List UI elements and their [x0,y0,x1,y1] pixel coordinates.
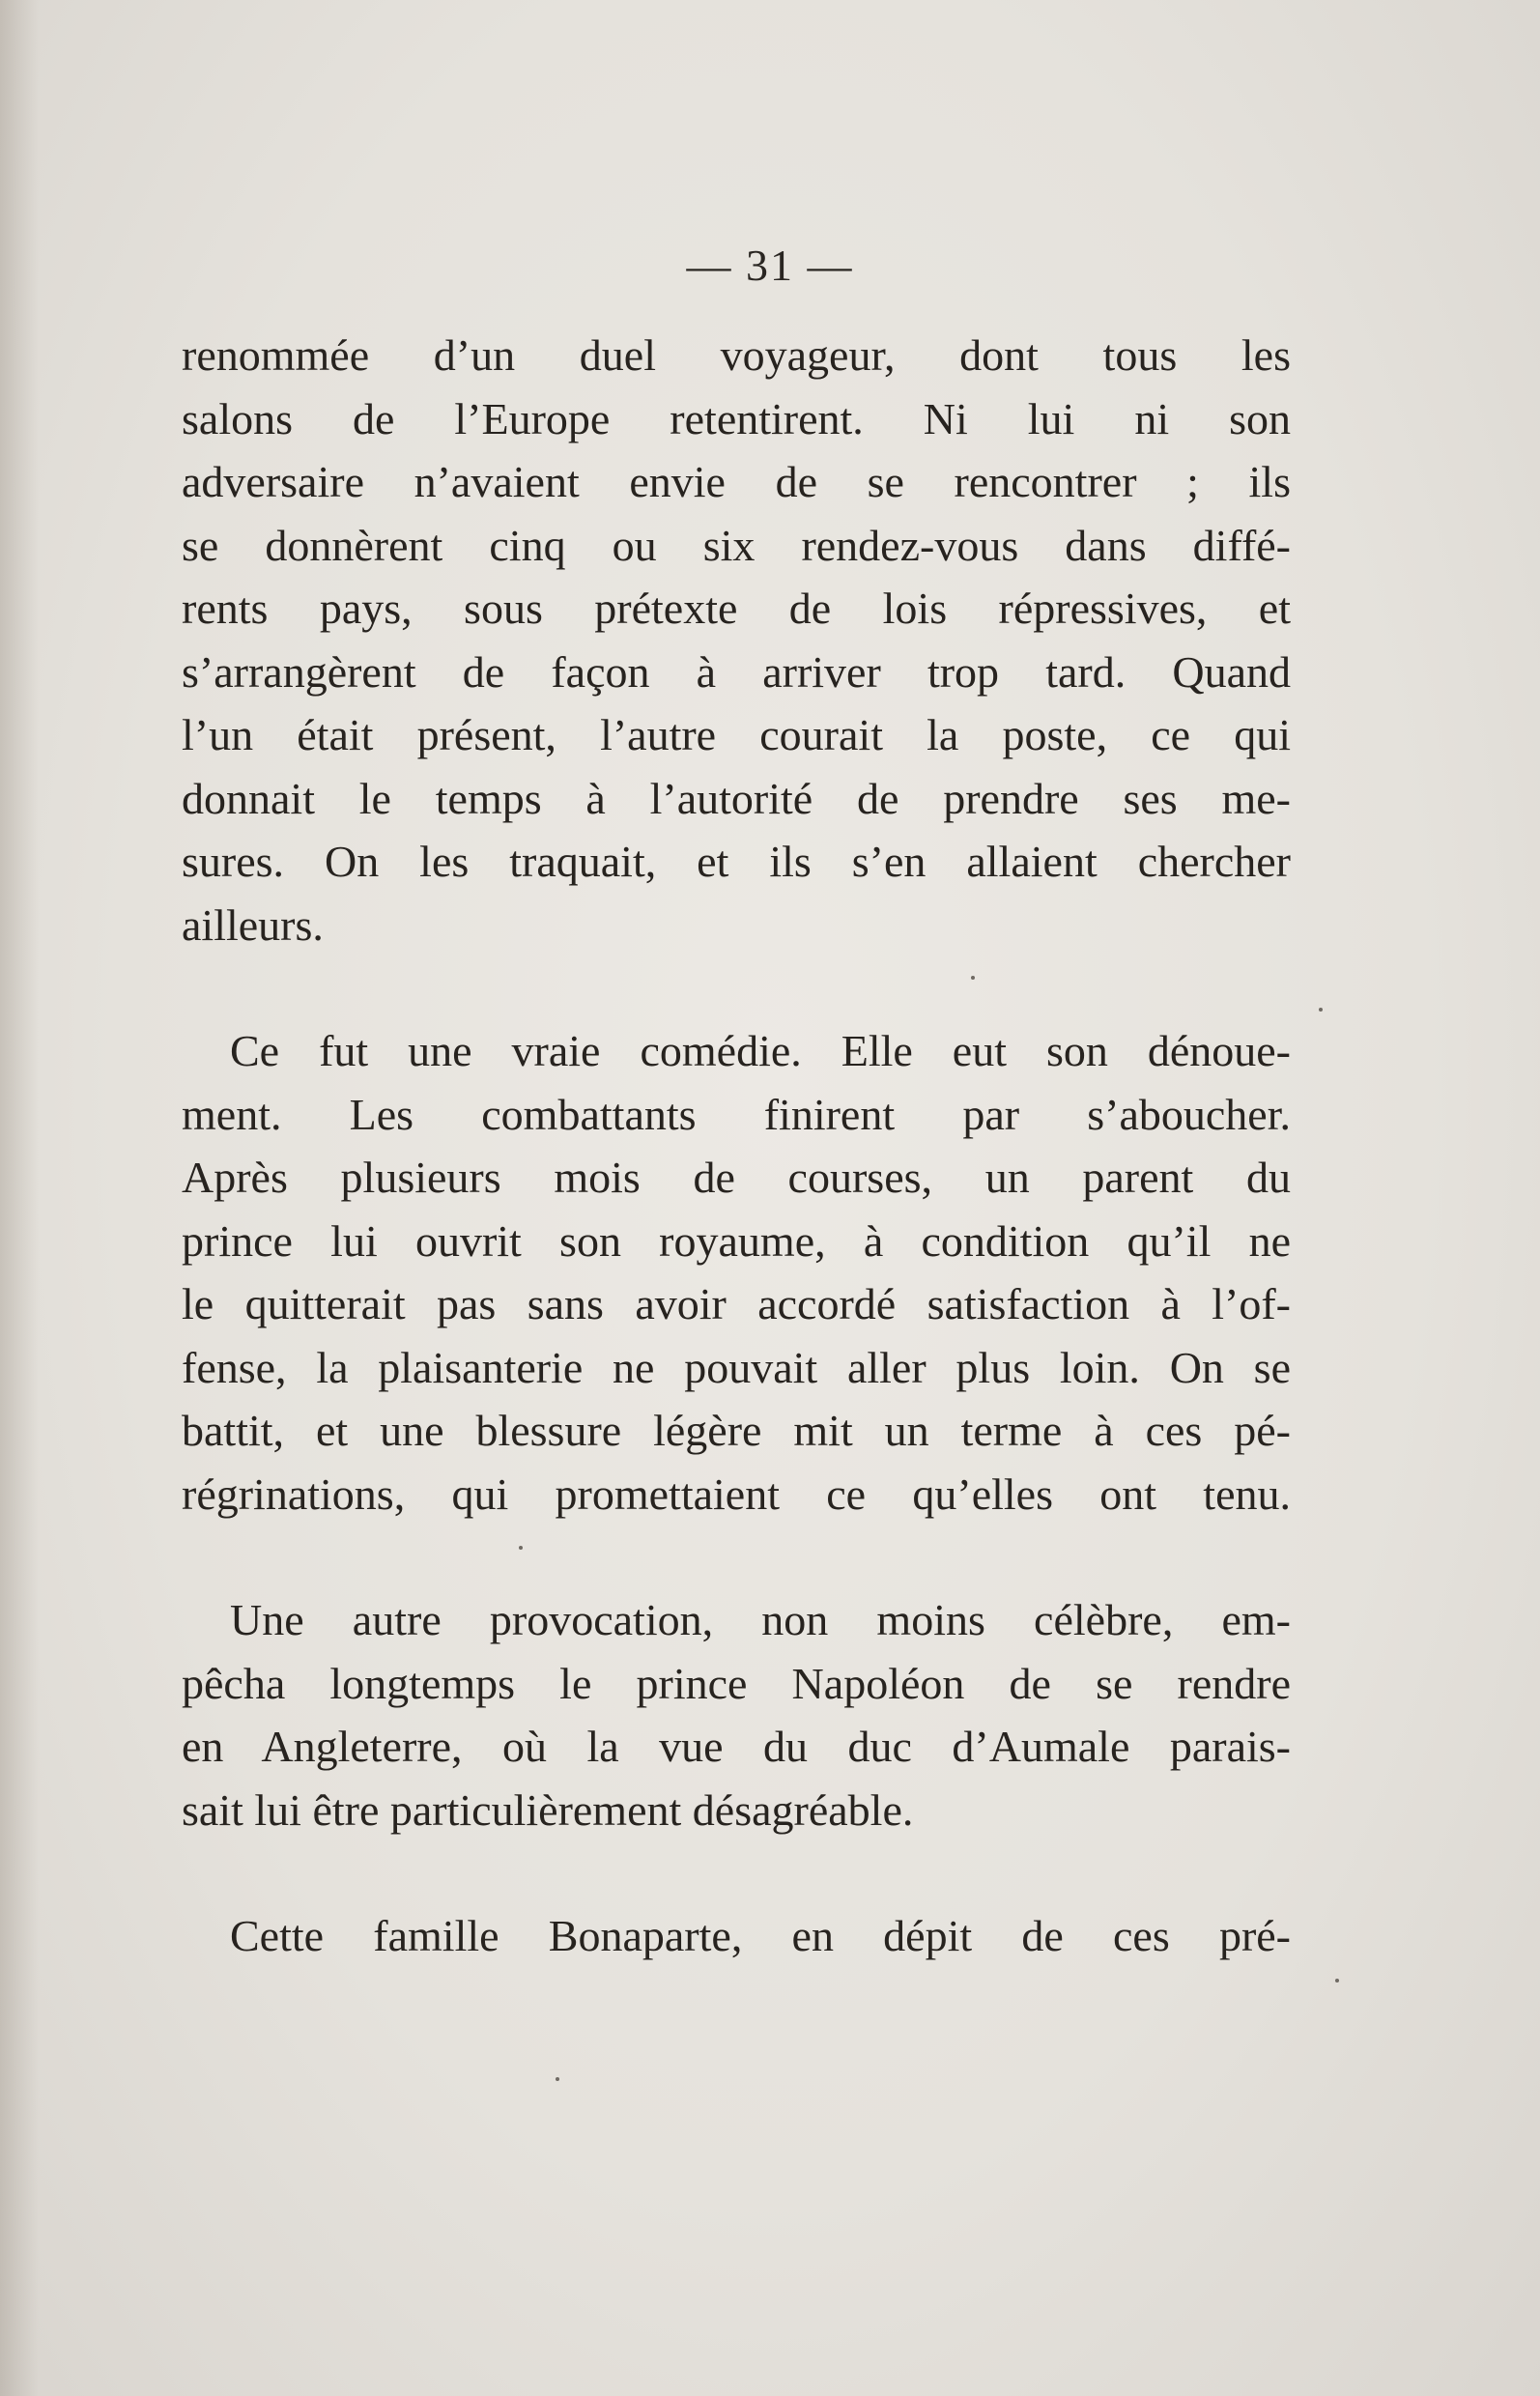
page-edge-shadow [0,0,39,2396]
text-line: ailleurs. [182,899,324,950]
text-line: sures. On les traquait, et ils s’en allaient chercher [182,837,1291,886]
text-line: prince lui ouvrit son royaume, à condition qu’il ne [182,1215,1291,1266]
body-text [182,324,1291,1968]
text-line: donnait le temps à l’autorité de prendre ses me- [182,773,1291,823]
text-line: rents pays, sous prétexte de lois répressives, et [182,584,1291,633]
text-line: Ce fut une vraie comédie. Elle eut son dénoue- [230,1026,1291,1075]
text-line: se donnèrent cinq ou six rendez-vous dans diffé- [182,520,1291,570]
text-line: pêcha longtemps le prince Napoléon de se rendre [182,1658,1291,1708]
text-line: Une autre provocation, non moins célèbre, em- [230,1595,1291,1644]
text-line: salons de l’Europe retentirent. Ni lui ni son [182,393,1291,443]
text-line: renommée d’un duel voyageur, dont tous les [182,330,1291,380]
paragraph-gap [182,1526,1291,1588]
text-line: s’arrangèrent de façon à arriver trop tard. Quand [182,646,1291,697]
paper-speck [519,1546,523,1550]
text-line: adversaire n’avaient envie de se rencontrer ; ils [182,457,1291,506]
text-line: Après plusieurs mois de courses, un parent du [182,1153,1291,1202]
page-number: — 31 — [686,241,854,290]
paper-speck [971,976,975,980]
paragraph-gap [182,956,1291,1019]
text-line: Cette famille Bonaparte, en dépit de ces pré- [230,1911,1291,1960]
paper-speck [1319,1008,1323,1012]
text-line: régrinations, qui promettaient ce qu’elles ont tenu. [182,1469,1291,1519]
text-line: en Angleterre, où la vue du duc d’Aumale parais- [182,1722,1291,1771]
text-line: le quitterait pas sans avoir accordé satisfaction à l’of- [182,1279,1291,1328]
text-line: sait lui être particulièrement désagréable. [182,1784,914,1835]
paragraph-gap [182,1841,1291,1904]
text-line: fense, la plaisanterie ne pouvait aller plus loin. On se [182,1342,1291,1392]
text-line: battit, et une blessure légère mit un terme à ces pé- [182,1406,1291,1455]
text-line: ment. Les combattants finirent par s’aboucher. [182,1089,1291,1139]
paper-speck [556,2077,559,2081]
text-line: l’un était présent, l’autre courait la poste, ce qui [182,710,1291,759]
paper-speck [1335,1979,1339,1982]
